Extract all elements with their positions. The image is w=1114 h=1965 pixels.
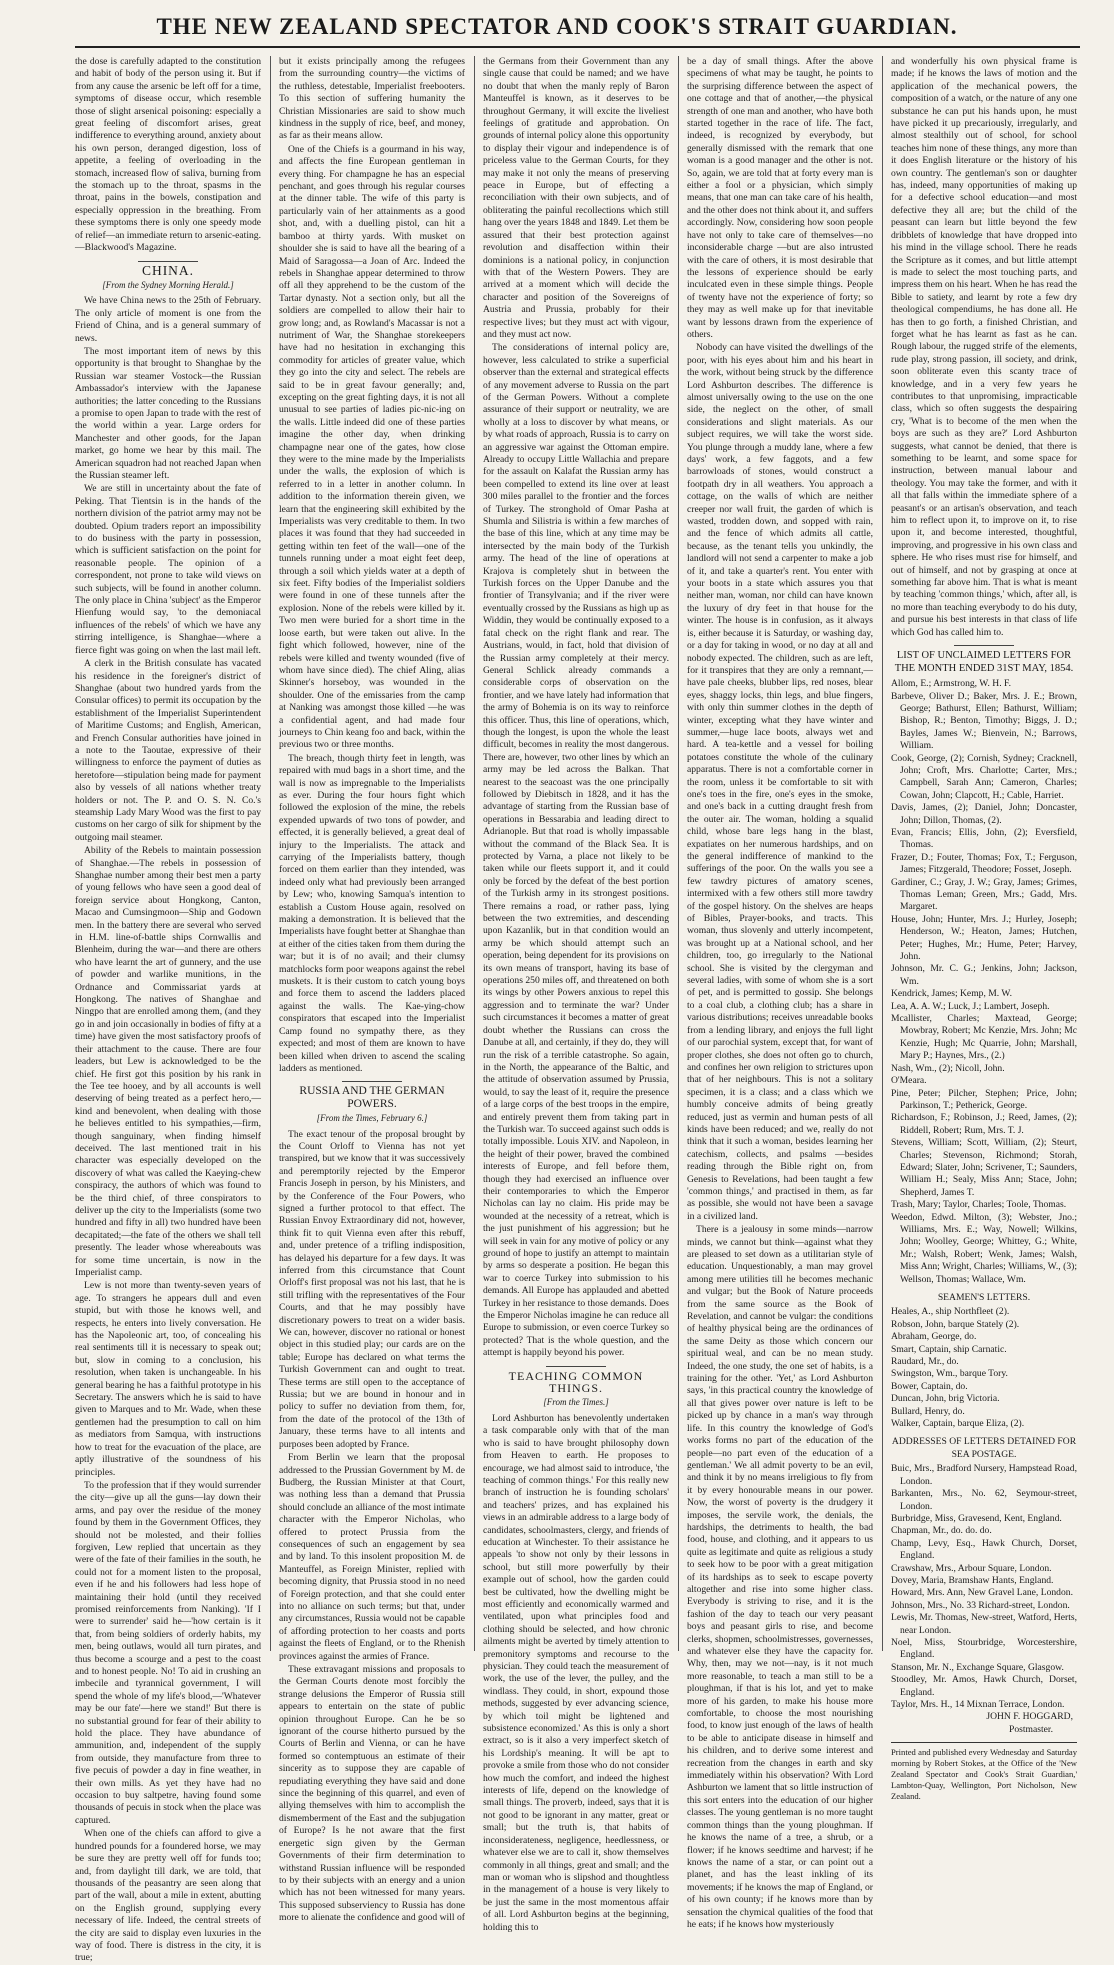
letter-entry: Lea, A. A. W.; Luck, J.; Lambert, Joseph. — [891, 1000, 1050, 1012]
letter-entry: Stevens, William; Scott, William, (2); Steurt, Charles; Stevenson, Richmond; Storah, Edward; Slater, John; Scrivener, T.; Saunders, William H.; Sealy, Miss Ann; Stace, John; Shepherd, James T. — [891, 1137, 1077, 1198]
section-rule — [954, 645, 1014, 646]
letter-entry: Richardson, F.; Robinson, J.; Reed, James, (2); Riddell, Robert; Rum, Mrs. T. J. — [891, 1112, 1077, 1136]
paragraph: We are still in uncertainty about the fate of Peking. That Tientsin is in the hands of the northern division of the patriot army may not be doubted. Opium traders report an impossibility to do business with the party in possession, which is sufficient satisfaction on the point for reasonable people. The opinion of a correspondent, not prone to take wild views on such subjects, will be found in another column. The only place in China 'subject' as the Emperor Hienfung would say, 'to the demoniacal influences of the rebels' of which we have any stirring intelligence, is Shanghae—where a fierce fight was going on when the last mail left. — [75, 483, 261, 656]
paragraph: Lew is not more than twenty-seven years of age. To strangers he appears dull and even stupid, but with those he knows well, and respects, he enters into lively conversation. He has the Napoleonic art, too, of concealing his real sentiments till it is necessary to speak out; but, slow in coming to a conclusion, his resolution, when taken is unchangeable. In his general bearing he has a faithful prototype in his Secretary. The answers which he is said to have given to Marques and to Mr. Wade, when these gentlemen had the presumption to call on him as mediators from Samqua, with instructions how to treat for the evacuation of the place, are aptly illustrative of the soundness of his principles. — [75, 1280, 261, 1478]
detained-letters-title: ADDRESSES OF LETTERS DETAINED FOR SEA POSTAGE. — [891, 1436, 1077, 1460]
letter-entry: Kendrick, James; Kemp, M. W. — [891, 988, 1012, 1000]
letter-entry: Evan, Francis; Ellis, John, (2); Eversfield, Thomas. — [891, 826, 1077, 851]
detained-entry: Taylor, Mrs. H., 14 Mixnan Terrace, London. — [891, 1699, 1065, 1710]
section-header-russia — [279, 1081, 465, 1124]
paragraph: These extravagant missions and proposals to the German Courts denote most forcibly the strange delusions the Emperor of Russia still appears to entertain on the state of public opinion throughout Europe. Can he be so ignorant of the course hitherto pursued by the Courts of Berlin and Vienna, or can he have formed so contemptuous an estimate of their sincerity as to suppose they are capable of repudiating everything they have said and done since the beginning of this quarrel, and even of allying themselves with him to accomplish the dismemberment of the East and the subjugation of Europe? Is he not aware that the first energetic sign given by the German Governments of their firm determination to withstand Russian influence will be responded to by their subjects with an energy and a union which has not been witnessed for many years. This supposed subserviency to Russia has done more to alienate the confidence and good will of — [279, 1664, 465, 1924]
paragraph: The most important item of news by this opportunity is that brought to Shanghae by the Russian war steamer Vostock—the Russian Ambassador's interview with the Japanese authorities; the latter conceding to the Russians a promise to open Japan to trade with the rest of the world within a year. Large orders for Manchester and other goods, for the Japan market, go home we hear by this mail. The American squadron had not reached Japan when the Russian steamer left. — [75, 345, 261, 481]
seaman-entry: Duncan, John, brig Victoria. — [891, 1393, 1000, 1405]
detained-entry: Champ, Levy, Esq., Hawk Church, Dorset, England. — [891, 1537, 1077, 1562]
paragraph: The considerations of internal policy are, however, less calculated to strike a superficial observer than the external and strategical effects of any movement adverse to Russia on the part of the German Powers. Without a complete assurance of their support or neutrality, we are wholly at a loss to discover by what means, or by what roads of approach, Russia is to carry on an aggressive war against the Ottoman empire. Already to occupy Little Wallachia and prepare for the assault on Kalafat the Russian army has been compelled to extend its line over at least 300 miles parallel to the frontier and the forces of Turkey. The stronghold of Omar Pasha at Shumla and Silistria is within a few marches of the base of this line, which at any time may be intersected by the main body of the Turkish army. The head of the line of operations at Krajova is completely shut in between the Turkish forces on the Upper Danube and the frontier of Transylvania; and if the river were eventually crossed by the Russians as high up as Widdin, they would be continually exposed to a fatal check on the right flank and rear. The Austrians, would, in fact, hold that division of the Russian army completely at their mercy. General Schlick already commands a considerable corps of observation on the frontier, and we have lately had information that the army of Bohemia is on its way to reinforce this officer. Thus, this line of operations, which, though the longest, is upon the whole the least difficult, becomes in reality the most dangerous. There are, however, two other lines by which an army may be led across the Balkan. That nearest to the seacoast was the one principally followed by Diebitsch in 1828, and it has the advantage of starting from the Russian base of operations in Bessarabia and leading direct to Adrianople. But that road is wholly impassable without the command of the Black Sea. It is protected by Varna, a place not likely to be taken while our fleets support it, and it could only be forced by the defeat of the best portion of the Turkish army in its strongest positions. There remains a road, or rather pass, lying between the two extremities, and descending upon Kazanlik, but in that condition would an army be which should attempt such an operation, being dependent for its provisions on its own means of transport, having its base of operations 250 miles off, and threatened on both its wings by other Powers anxious to repel this aggression and to terminate the war? Under such circumstances it becomes a matter of great doubt whether the Russians can cross the Danube at all, and certainly, if they do, they will run the risk of a terrible catastrophe. So again, in the North, the appearance of the Baltic, and the attitude of observation assumed by Prussia, would, to say the least of it, require the presence of a large corps of the best troops in the empire, and entirely prevent them from taking part in the Turkish war. To succeed against such odds is totally impossible. Louis XIV. and Napoleon, in the height of their power, braved the combined interests of Europe, and fell before them, though they had exercised an influence over their contemporaries to which the Emperor Nicholas can lay no claim. His pride may be wounded at the necessity of a retreat, which is the just punishment of his aggression; but he will seek in vain for any motive of policy or any ground of hope to justify an attempt to maintain by arms so desperate a position. He began this war to coerce Turkey into submission to his demands. All Europe has applauded and abetted Turkey in her resistance to those demands. Does the Emperor Nicholas imagine he can reduce all Europe to submission, or even coerce Turkey so protected? That is the whole question, and the attempt is happily beyond his power. — [483, 342, 669, 1359]
paragraph: Ability of the Rebels to maintain possession of Shanghae.—The rebels in possession of Shanghae number among their best men a party of young fellows who have seen a good deal of foreign service about Hongkong, Canton, Macao and Cumsingmoon—Ship and Godown men. In the battery there are several who served in H.M. line-of-battle ships Cornwallis and Blenheim, during the war—and there are others who have learnt the art of gunnery, and the use of powder and warlike munitions, in the Ordnance and Commissariat yards at Hongkong. The natives of Shanghae and Ningpo that are enrolled among them, (and they go in and join occasionally in bodies of fifty at a time) have given the most satisfactory proofs of their attachment to the cause. There are four leaders, but Lew is acknowledged to be the chief. He first got this position by his rank in the Tee tee hooey, and by all accounts is well deserving of being treated as a perfect hero,—kind and benevolent, when dealing with those he believes entitled to his sympathies,—firm, though sanguinary, when finding himself deceived. The last mentioned trait in his character was especially developed on the discovery of what was called the Kaeying-chew conspiracy, the authors of which was found to be the third chief, of three conspirators to deliver up the city to the Imperialists (some two hundred and fifty in all) two hundred have been decapitated;—the fate of the others we shall tell presently. The leader whose whereabouts was for some time uncertain, is now in the Imperialist camp. — [75, 845, 261, 1278]
paragraph: but it exists principally among the refugees from the surrounding country—the victims of the ruthless, detestable, Imperialist freebooters. To this section of suffering humanity the Christian Missionaries are said to show much kindness in the supply of rice, beef, and money, as far as their means allow. — [279, 56, 465, 142]
paragraph: We have China news to the 25th of February. The only article of moment is one from the Friend of China, and is a general summary of news. — [75, 295, 261, 344]
letter-entry: Nash, Wm., (2); Nicoll, John. — [891, 1062, 1005, 1074]
paragraph: the Germans from their Government than any single cause that could be named; and we have no doubt that when the manly reply of Baron Manteuffel is known, as it deserves to be throughout Germany, it will excite the liveliest feelings of gratitude and approbation. On grounds of internal policy alone this opportunity to display their vigour and independence is of priceless value to the German Courts, for they may make it not only the means of preserving peace in Europe, but of effecting a reconciliation with their own subjects, and of obliterating the painful recollections which still hang over the years 1848 and 1849. Let them be assured that their best protection against revolution and disaffection within their dominions is a national policy, in conjunction with that of the Western Powers. They are arrived at a moment which will decide the character and position of the Sovereigns of Austria and Prussia, probably for their respective lives; but they must act with vigour, and they must act now. — [483, 56, 669, 340]
postmaster-signature: JOHN F. HOGGARD, — [986, 1711, 1073, 1723]
column-3 — [483, 56, 669, 1933]
paragraph: When one of the chiefs can afford to give a hundred pounds for a foundered horse, we may be sure they are pretty well off for funds too; and, from daylight till dark, we are told, that thousands of the peasantry are seen along that part of the wall, about a mile in extent, abutting on the English ground, supplying every necessary of life. Indeed, the central streets of the city are said to display even luxuries in the way of food. There is distress in the city, it is true; — [75, 1828, 261, 1964]
section-rule — [138, 261, 198, 262]
paragraph: the dose is carefully adapted to the constitution and habit of body of the person using it. But if from any cause the arsenic be left off for a time, symptoms of disease occur, which resemble those of slight arsenical poisoning: especially a great feeling of discomfort arises, great indifference to everything around, anxiety about his own person, deranged digestion, loss of appetite, a feeling of overloading in the stomach, increased flow of saliva, burning from the stomach up to the throat, spasms in the throat, pains in the bowels, constipation and especially oppression in the breathing. From these symptoms there is only one speedy mode of relief—an immediate return to arsenic-eating.—Blackwood's Magazine. — [75, 56, 261, 254]
paragraph: From Berlin we learn that the proposal addressed to the Prussian Government by M. de Budberg, the Russian Minister at that Court, was nothing less than a demand that Prussia should conclude an alliance of the most intimate character with the Emperor Nicholas, who offered to protect Prussia from the consequences of such an engagement by sea and by land. To this insolent proposition M. de Manteuffel, as Foreign Minister, replied with becoming dignity, that Prussia stood in no need of Foreign protection, and that she could enter into no alliance on such terms; but that, under any circumstances, Russia would not be capable of affording protection to her coasts and ports against the fleets of England, or to the Rhenish provinces against the armies of France. — [279, 1452, 465, 1662]
paragraph: Lord Ashburton has benevolently undertaken a task comparable only with that of the man who is said to have brought philosophy down from Heaven to earth. He proposes to encourage, we had almost said to introduce, 'the teaching of common things.' For this really new branch of instruction he is founding scholars' and teachers' prizes, and has explained his views in an admirable address to a large body of candidates, schoolmasters, clergy, and friends of education at Winchester. To their assistance he appeals 'to show not only by their lessons in school, but still more powerfully by their example out of school, how the garden could best be cultivated, how the dwelling might be most efficiently and economically warmed and ventilated, upon what principles food and clothing should be selected, and how chronic ailments might be averted by timely attention to premonitory symptoms and recourse to the physician. They could teach the measurement of work, the use of the lever, the pulley, and the windlass. They could, in short, expound those methods, suggested by ever advancing science, by which toil might be lightened and subsistence economized.' As this is only a short extract, so is it also a very imperfect sketch of his Lordship's meaning. It will be apt to provoke a smile from those who do not consider how much the comfort, and indeed the highest interests of life, depend on the knowledge of small things. The proverb, indeed, says that it is not good to be ignorant in any matter, great or small; but the truth is, that habits of inconsiderateness, negligence, heedlessness, or whatever else we are to call it, show themselves commonly in all things, great and small; and the man or woman who is slipshod and thoughtless in the management of a house is very likely to be just the same in the most momentous affair of all. Lord Ashburton begins at the beginning, holding this to — [483, 1412, 669, 1933]
paragraph: To the profession that if they would surrender the city—give up all the guns—lay down their arms, and pay over the residue of the money found by them in the Government Offices, they should not be molested, and their follies forgiven, Lew replied that uncertain as they were of the fate of their families in the south, he could not for a moment listen to the proposal, even if he and his followers had less hope of maintaining their hold (until they received promised reinforcements from Nanking). 'If I were to surrender' said he—'how certain is it that, from being soldiers of orderly habits, my men, being outlaws, would all turn pirates, and thus become a scourge and a pest to the coast and to honest people. No! To aid in crushing an imbecile and tyrannical government, I will spend the whole of my life's blood,—'Whatever may be our fate'—here we stand!' But there is no substantial ground for fear of their ability to hold the place. They have abundance of ammunition, and, independent of the supply from outside, they manufacture from three to five pecuis of powder a day in fine weather, in their own mills. As yet they have had no occasion to buy saltpetre, having found some thousands of pecuis in stock when the place was captured. — [75, 1479, 261, 1826]
article-title: TEACHING COMMON THINGS. — [508, 1368, 644, 1396]
paragraph: One of the Chiefs is a gourmand in his way, and affects the fine European gentleman in every thing. For champagne he has an especial penchant, and goes through his regular courses at the dinner table. The wife of this party is particularly vain of her attainments as a good shot, and, with a duelling pistol, can hit a bamboo at thirty yards. With musket on shoulder she is said to have all the bearing of a Maid of Saragossa—a Joan of Arc. Indeed the rebels in Shanghae appear determined to throw off all they apprehend to be the custom of the Tartar dynasty. Not a section only, but all the soldiers are compelled to allow their hair to grow long; and, as Rowland's Macassar is not a nutriment of War, the Shanghae storekeepers have had no hesitation in exchanging this commodity for articles of greater value, which they go into the city and select. The rebels are said to be in great favour generally; and, excepting on the great fighting days, it is not all unusual to see parties of ladies pic-nic-ing on the walls. Little indeed did one of these parties imagine the other day, when drinking champagne near one of the gates, how close they were to the mine made by the Imperialists under the walls, the explosion of which is referred to in a letter in another column. In addition to the information therein given, we learn that the engineering skill exhibited by the Imperialists was very creditable to them. In two places it was found that they had succeeded in getting within ten feet of the wall—one of the tunnels running under a moat eight feet deep, through a soil which yields water at a depth of six feet. Fifty bodies of the Imperialist soldiers were found in one of these tunnels after the explosion. None of the rebels were killed by it. Two men were buried for a short time in the loose earth, but were taken out alive. In the fight which followed, however, nine of the rebels were killed and twenty wounded (five of whom have since died). The chief Aling, alias Skinner's horseboy, was wounded in the shoulder. One of the emissaries from the camp at Nanking was amongst those killed —he was a confidential agent, and had made four journeys to Chin keang foo and back, within the previous two or three months. — [279, 143, 465, 751]
postmaster-title: Postmaster. — [1009, 1723, 1053, 1735]
seaman-entry: Walker, Captain, barque Eliza, (2). — [891, 1418, 1025, 1430]
detained-letters-list — [891, 1463, 1077, 1711]
detained-entry: Stoodley, Mr. Amos, Hawk Church, Dorset, England. — [891, 1674, 1077, 1698]
letter-entry: Frazer, D.; Fouter, Thomas; Fox, T.; Ferguson, James; Fitzgerald, Theodore; Fosset, Joseph. — [891, 851, 1077, 876]
article-source: [From the Times.] — [543, 1397, 609, 1408]
article-title: CHINA. — [141, 262, 195, 278]
columns — [75, 56, 1080, 1964]
detained-entry: Chapman, Mr., do. do. do. — [891, 1525, 992, 1537]
letter-entry: Trash, Mary; Taylor, Charles; Toole, Thomas. — [891, 1199, 1067, 1211]
seamen-letters-title: SEAMEN'S LETTERS. — [937, 1292, 1031, 1303]
letter-entry: Cook, George, (2); Cornish, Sydney; Cracknell, John; Croft, Mrs. Charlotte; Carter, Mrs.; Campbell, Sarah Ann; Cameron, Charles; Cowan, John; Clapcott, H.; Cable, Harriet. — [891, 752, 1077, 801]
detained-entry: Buic, Mrs., Bradford Nursery, Hampstead Road, London. — [891, 1463, 1077, 1487]
letter-entry: O'Meara. — [891, 1075, 927, 1087]
detained-entry: Burbridge, Miss, Gravesend, Kent, England. — [891, 1512, 1062, 1524]
seamen-letters-list — [891, 1306, 1077, 1430]
seaman-entry: Abraham, George, do. — [891, 1331, 977, 1343]
letter-entry: Gardiner, C.; Gray, J. W.; Gray, James; Grimes, Thomas Leman; Green, Mrs.; Gadd, Mrs. Margaret. — [891, 876, 1077, 913]
paragraph: There is a jealousy in some minds—narrow minds, we cannot but think—against what they are pleased to set down as a utilitarian style of education. Unquestionably, a man may grovel among mere utilities till he becomes mechanic and vulgar; but the Book of Nature proceeds from the same source as the Book of Revelation, and cannot be vulgar: the conditions of healthy physical being are the ordinances of the same Deity as those which concern our spiritual weal, and can be no mean study. Indeed, the one study, the one set of habits, is a training for the other. 'Yet,' as Lord Ashburton says, 'in this practical country the knowledge of all that gives power over nature is left to be picked up by chance in a man's way through life. In this country the knowledge of God's works forms no part of the education of the people—no part even of the education of a gentleman.' We all admit poverty to be an evil, and think it by no means irreligious to fly from it by every honourable means in our power. Now, the worst of poverty is the drudgery it imposes, the servile work, the denials, the hardships, the detriments to health, the bad food, house, and clothing, and it appears to us quite as legitimate and quite as religious a study to seek how to be poor with a great mitigation of its hardships as to seek to escape poverty altogether and rise into some higher class. Everybody is striving to rise, and it is the fashion of the day to teach our very peasant boys and peasant girls to rise, and become clerks, shopmen, schoolmistresses, governesses, and whatever else they have the capacity for. Why, then, may we not—nay, is it not much more reasonable, to teach a man still to be a ploughman, if that is his lot, and yet to make more of his garden, to make his house more comfortable, to choose the most nourishing food, to know just enough of the laws of health to be able to anticipate disease in himself and his children, and to derive some interest and recreation from the changes in earth and sky immediately within his observation? With Lord Ashburton we lament that so little instruction of this sort enters into the education of our higher classes. The young gentleman is no more taught common things than the young ploughman. If he knows the name of a tree, a shrub, or a flower; if he knows seedtime and harvest; if he knows the name of a star, or can point out a planet, and has the least inkling of its movements; if he knows the map of England, or of his own county; if he knows more than by sensation the chymical qualities of the food that he eats; if he knows how mysteriously — [687, 1224, 873, 1930]
detained-entry: Barkanten, Mrs., No. 62, Seymour-street, London. — [891, 1488, 1077, 1512]
column-1 — [75, 56, 261, 1964]
article-source: [From the Times, February 6.] — [316, 1113, 428, 1124]
paragraph: be a day of small things. After the above specimens of what may be taught, he points to the surprising difference between the aspect of one cottage and that of another,—the physical strength of one man and another, who have both started together in the race of life. The fact, indeed, is recognized by everybody, but generally dismissed with the remark that one woman is a good manager and the other is not. So, again, we are told that at forty every man is either a fool or a physician, which simply means, that one man can take care of his health, and the other does not think about it, and suffers accordingly. Now, considering how soon people have not only to take care of themselves—no inconsiderable charge —but are also intrusted with the care of others, it is most desirable that the lessons of experience should be early inculcated even in these simple things. People of twenty have not the experience of forty; so they may as well make up for that inevitable want by lessons drawn from the experience of others. — [687, 56, 873, 340]
section-rule — [342, 1081, 402, 1082]
printer-imprint: Printed and published every Wednesday and Saturday morning by Robert Stokes, at the Office of the 'New Zealand Spectator and Cook's Strait Guardian,' Lambton-Quay, Wellington, Port Nicholson, New Zealand. — [891, 1742, 1077, 1802]
masthead-rule — [75, 46, 1080, 48]
letter-entry: Allom, E.; Armstrong, W. H. F. — [891, 678, 1011, 690]
detained-entry: Johnson, Mrs., No. 33 Richard-street, London. — [891, 1599, 1070, 1611]
letter-entry: Johnson, Mr. C. G.; Jenkins, John; Jackson, Wm. — [891, 963, 1077, 987]
letter-entry: Barbeve, Oliver D.; Baker, Mrs. J. E.; Brown, George; Bathurst, Ellen; Bathurst, William; Bishop, R.; Benton, Timothy; Biggs, J. D.; Bayles, James W.; Bienvein, N.; Barrows, William. — [891, 690, 1077, 752]
letter-entry: Davis, James, (2); Daniel, John; Doncaster, John; Dillon, Thomas, (2). — [891, 802, 1077, 826]
detained-entry: Lewis, Mr. Thomas, New-street, Watford, Herts, near London. — [891, 1612, 1077, 1636]
seaman-entry: Smart, Captain, ship Carnatic. — [891, 1343, 1007, 1355]
detained-entry: Crawshaw, Mrs., Arbour Square, London. — [891, 1562, 1052, 1574]
seaman-entry: Bower, Captain, do. — [891, 1380, 968, 1392]
column-2 — [279, 56, 465, 1924]
seaman-entry: Bullard, Henry, do. — [891, 1405, 965, 1417]
seaman-entry: Robson, John, barque Stately (2). — [891, 1318, 1020, 1330]
unclaimed-letters-list — [891, 678, 1077, 1286]
detained-entry: Dovey, Maria, Bramshaw Hants, England. — [891, 1574, 1054, 1586]
section-header-letters — [891, 645, 1077, 675]
detained-entry: Howard, Mrs. Ann, New Gravel Lane, London. — [891, 1587, 1073, 1599]
letter-entry: Pine, Peter; Pilcher, Stephen; Price, John; Parkinson, T.; Petherick, George. — [891, 1087, 1077, 1111]
masthead: THE NEW ZEALAND SPECTATOR AND COOK'S STRAIT GUARDIAN. — [156, 14, 958, 39]
detained-entry: Noel, Miss, Stourbridge, Worcestershire, England. — [891, 1636, 1077, 1661]
letter-entry: House, John; Hunter, Mrs. J.; Hurley, Joseph; Henderson, W.; Heaton, James; Hutchen, Peter; Hughes, Mr.; Hume, Peter; Harvey, John. — [891, 913, 1077, 963]
letter-entry: Weedon, Edwd. Milton, (3); Webster, Jno.; Williams, Mrs. E.; Way, Nowell; Wilkins, John; Woolley, George; Whittey, G.; White, Mr.; Walsh, Robert; Wenk, James; Walsh, Miss Ann; Wright, Charles; Williams, W., (3); Wellson, Thomas; Wallace, Wm. — [891, 1211, 1077, 1285]
paragraph: and wonderfully his own physical frame is made; if he knows the laws of motion and the application of the mechanical powers, the composition of a watch, or the nature of any one substance he can put his hands upon, he must have picked it up precariously, irregularly, and almost stealthily out of school, for school teaches him none of these things, any more than it does English literature or the history of his own country. The gentleman's son or daughter has, indeed, many opportunities of making up for a defective school education—and most defective they all are; but the child of the peasant can learn but little beyond the few dribblets of knowledge that have dropped into his mind in the village school. There he reads the Scripture as it comes, and but little attempt is made to select the most touching parts, and impress them on his heart. When he has read the Bible to satiety, and learnt by rote a few dry theological compendiums, he has done all. He has then to go forth, a finished Christian, and forget what he has learnt as fast as he can. Rough labour, the rugged strife of the elements, rude play, strong passion, ill society, and drink, soon obliterate even this scanty trace of knowledge, and in a very few years he contributes to that unpromising, impracticable class, which so often suggests the despairing cry, 'What is to become of the men when the boys are such as they are?' Lord Ashburton suggests, what cannot be denied, that there is something to be learnt, and some space for instruction, between manual labour and theology. You may take the former, and with it all that falls within the immediate sphere of a peasant's or an artisan's observation, and teach him to reflect upon it, to improve on it, to rise upon it, and become interested, thoughtful, improving, and progressive in his own class and sphere. He who rises must rise for himself, and out of himself, and not by grasping at once at something far above him. That is what is meant by teaching 'common things,' which, after all, is no more than teaching everybody to do his duty, and pursue his best interests in that class of life which God has called him to. — [891, 56, 1077, 638]
column-5 — [891, 56, 1077, 1802]
section-header-teaching — [483, 1366, 669, 1409]
paragraph: Nobody can have visited the dwellings of the poor, with his eyes about him and his heart in the work, without being struck by the difference Lord Ashburton describes. The difference is almost universally owing to the use on the one side, the neglect on the other, of small considerations and slight materials. As our subject requires, we will take the worst side. You plunge through a muddy lane, where a few days' work, a few faggots, and a few barrowloads of stones, would construct a footpath dry in all weathers. You approach a cottage, on the walls of which are neither creeper nor wall fruit, the garden of which is wasted, trodden down, and sopped with rain, and the fence of which admits all cattle, because, as the tenant tells you unkindly, the landlord will not send a carpenter to make a job of it, and take a quarter's rent. You enter with your boots in a state which assures you that neither man, woman, nor child can have known the luxury of dry feet in that house for the winter. The house is in confusion, as it always is, either because it is Saturday, or washing day, or a day for taking in wood, or no day at all and nobody expected. The children, such as are left, for it transpires that they are only a remnant,—have pale cheeks, blubber lips, red noses, blear eyes, shaggy locks, thin legs, and blue fingers, with only thin summer clothes in the depth of winter, excepting what they have winter and summer,—huge lace boots, always wet and hard. A tea-kettle and a vessel for boiling potatoes constitute the whole of the culinary apparatus. There is not a comfortable corner in the room, unless it be comfortable to sit with one's toes in the fire, one's eyes in the smoke, and one's back in a cutting draught fresh from the outer air. The woman, holding a squalid child, whose bare legs hang in the blast, expatiates on her numerous hardships, and on the general indifference of mankind to the sufferings of the poor. On the walls you see a few tawdry pictures of amatory scenes, intermixed with a few others still more tawdry of the gospel history. On the shelves are heaps of Bibles, Prayer-books, and tracts. This woman, thus slovenly and utterly incompetent, was brought up at a National school, and her children, too, go irregularly to the National school. She is visited by the clergyman and several ladies, with some of whom she is a sort of pet, and is permitted to gossip. She belongs to a coal club, a clothing club; has a share in various distributions; receives unreadable books from a lending library, and enjoys the full light of our parochial system, except that, for want of proper clothes, she does not often go to church, and confines her own religion to strictures upon that of her neighbours. This is not a solitary specimen, it is a class; and a class which we humbly conceive admits of being greatly reduced, just as vermin and human pests of all kinds have been reduced; and we, really do not think that it such a woman, besides learning her catechism, collects, and psalms —besides reading through the Bible right on, from Genesis to Revelations, had been taught a few 'common things,' and practised in them, as far as possible, she would not have been a savage in a civilized land. — [687, 342, 873, 1222]
seaman-entry: Swingston, Wm., barque Tory. — [891, 1368, 1008, 1380]
article-title: RUSSIA AND THE GERMAN POWERS. — [299, 1085, 445, 1110]
seaman-entry: Raudard, Mr., do. — [891, 1356, 959, 1368]
seaman-entry: Heales, A., ship Northfleet (2). — [891, 1306, 1010, 1318]
paragraph: The exact tenour of the proposal brought by the Count Orloff to Vienna has not yet transpired, but we know that it was successively and peremptorily rejected by the Emperor Francis Joseph in person, by his Ministers, and by the Conference of the Four Powers, who signed a further protocol to that effect. The Russian Envoy Extraordinary did not, however, think fit to quit Vienna even after this rebuff, and, under pretence of a trifling indisposition, has delayed his departure for a few days. It was inferred from this circumstance that Count Orloff's first proposal was not his last, that he is still trifling with the representatives of the Four Courts, and that he may possibly have discretionary powers to treat on a wider basis. We can, however, discover no rational or honest object in this studied play; our cards are on the table; Europe has declared on what terms the Turkish Government can and ought to treat. These terms are still open to the acceptance of Russia; but we are bound in honour and in policy to suffer no deviation from them, for, from the date of the protocol of the 13th of January, these terms have to all intents and purposes been adopted by France. — [279, 1128, 465, 1450]
column-4 — [687, 56, 873, 1930]
letter-entry: Mcallister, Charles; Maxtead, George; Mowbray, Robert; Mc Kenzie, Mrs. John; Mc Kenzie, Hugh; Mc Quarrie, John; Marshall, Mary P.; Haynes, Mrs., (2.) — [891, 1013, 1077, 1062]
detained-entry: Stanson, Mr. N., Exchange Square, Glasgow. — [891, 1661, 1064, 1673]
article-source: [From the Sydney Morning Herald.] — [102, 279, 234, 290]
section-header-china — [75, 261, 261, 292]
paragraph: The breach, though thirty feet in length, was repaired with mud bags in a short time, and the wall is now as impregnable to the Imperialists as ever. During the four hours fight which followed the explosion of the mine, the rebels expended upwards of two tons of powder, and effected, it is generally believed, a great deal of injury to the Imperialists. The attack and carrying of the Imperialists battery, though forced on them earlier than they intended, was indeed only what had previously been arranged by Lew; who, knowing Samqua's intention to establish a Custom House again, resolved on making a demonstration. It is believed that the Imperialists have fought better at Shanghae than at either of the cities taken from them during the war; but it is of no avail; and their clumsy matchlocks form poor weapons against the rebel muskets. It is their custom to catch young boys and force them to ascend the ladders placed against the walls. The Kae-ying-chow conspirators that escaped into the Imperialist Camp found no sympathy there, as they expected; and most of them are known to have been killed when driven to ascend the scaling ladders as mentioned. — [279, 752, 465, 1074]
paragraph: A clerk in the British consulate has vacated his residence in the foreigner's district of Shanghae (about two hundred yards from the Consular offices) to permit its occupation by the establishment of the Imperialist Superintendent of Maritime Customs; and English, American, and French Consular authorities have joined in a note to the Taoutae, expressive of their willingness to enforce the payment of duties as heretofore—stipulation being made for payment also by vessels of all nations whether treaty holders or not. The P. and O. S. N. Co.'s steamship Lady Mary Wood was the first to pay customs on her cargo of silk for shipment by the outgoing mail steamer. — [75, 658, 261, 843]
list-title: LIST OF UNCLAIMED LETTERS FOR THE MONTH ENDED 31ST MAY, 1854. — [894, 650, 1074, 675]
section-rule — [546, 1366, 606, 1367]
